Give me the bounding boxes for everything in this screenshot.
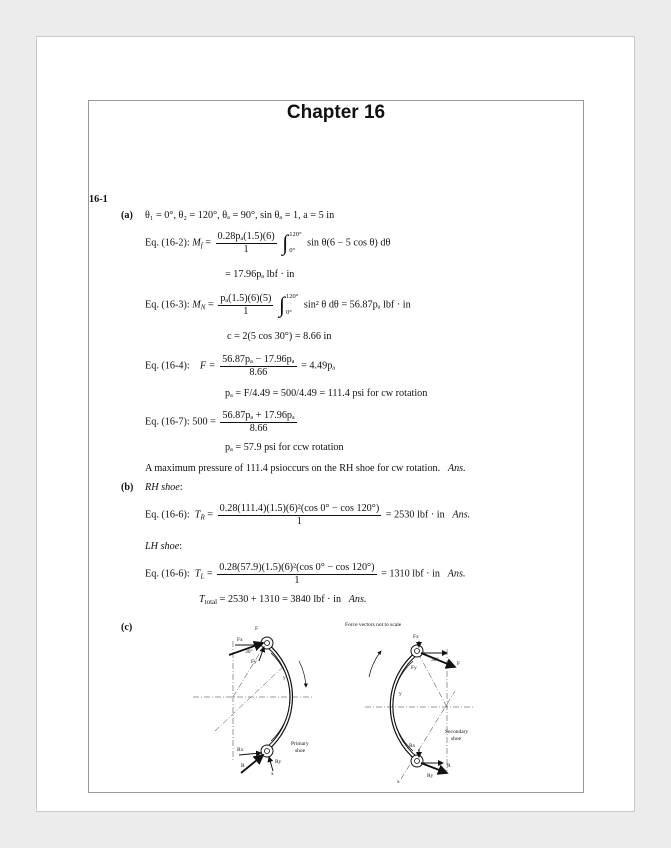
lh-shoe-label: LH shoe: [145, 541, 180, 552]
label-x: x: [271, 771, 274, 777]
tl-denominator: 1: [294, 574, 300, 586]
mn-denominator: 1: [243, 305, 249, 317]
lower-limit: 0°: [286, 308, 292, 316]
label-fx-r: Fx: [413, 634, 419, 640]
rh-shoe-heading: RH shoe:: [145, 482, 183, 493]
secondary-shoe-diagram: [345, 622, 473, 785]
label-rx: Rx: [237, 747, 244, 753]
force-ry-arrow: [269, 757, 273, 771]
label-f: F: [255, 626, 259, 632]
mf-integrand: sin θ(6 − 5 cos θ) dθ: [307, 237, 391, 249]
force-fy-arrow: [259, 647, 264, 661]
ans-label: Ans.: [452, 509, 471, 521]
part-a-label: (a): [121, 210, 133, 221]
force-rx-arrow: [239, 753, 261, 755]
ccw-equation: [145, 410, 299, 434]
mf-result: = 17.96pₐ lbf · in: [225, 269, 295, 280]
label-angle-r: 30°: [431, 657, 439, 663]
chapter-title: Chapter 16: [286, 102, 386, 123]
mn-symbol: M: [192, 299, 201, 311]
eq-label: Eq. (16-6):: [145, 568, 190, 580]
primary-shoe-diagram: [193, 626, 313, 777]
bottom-pin-inner: [265, 749, 270, 754]
given-values: θ₁ = 0°, θ₂ = 120°, θₐ = 90°, sin θₐ = 1, a = 5 in: [145, 210, 335, 221]
secondary-label-1: Secondary: [445, 729, 469, 735]
f-denominator: 8.66: [249, 366, 268, 378]
f-fraction: [220, 354, 296, 378]
mf-fraction: [216, 231, 277, 255]
tl-equation: Eq. (16-6): $T_L$ = $\frac{\text{0.28(57.9)(1.5)(6)²(cos 0° − cos 120°)}}{1}$ = 1310 lbf · in Ans.: [145, 562, 466, 586]
eq-label: Eq. (16-4):: [145, 360, 190, 372]
tr-result: = 2530 lbf · in: [385, 509, 445, 521]
part-c-label: (c): [121, 622, 133, 633]
ccw-denominator: 8.66: [249, 422, 268, 434]
f-lhs: F =: [199, 360, 216, 372]
drum-arc-r: [393, 661, 413, 751]
total-torque: $T_{total} = 2530 + 1310 = 3840$ lbf · in Ans.: [199, 594, 367, 606]
conclusion-text: A maximum pressure of 111.4 psioccurs on the RH shoe for cw rotation.: [145, 463, 441, 474]
label-r: R: [241, 763, 245, 769]
brake-shoe-figure: [185, 621, 475, 785]
mn-fraction: [218, 293, 273, 317]
eq-label: Eq. (16-3):: [145, 299, 190, 311]
mf-numerator: 0.28pₐ(1.5)(6): [217, 231, 275, 242]
solution-frame: [88, 100, 584, 793]
upper-limit: 120°: [286, 293, 299, 301]
ans-label: Ans.: [447, 568, 466, 580]
upper-limit: 120°: [289, 231, 302, 239]
mn-numerator: pₐ(1.5)(6)(5): [220, 293, 272, 304]
mf-symbol: M: [192, 237, 201, 249]
integral-limits: [286, 294, 298, 316]
top-pin-inner: [265, 641, 270, 646]
mn-integrand: sin² θ dθ = 56.87pₐ lbf · in: [303, 299, 411, 311]
c-equation: c = 2(5 cos 30°) = 8.66 in: [227, 331, 332, 342]
label-ry: Ry: [275, 759, 282, 765]
tl-numerator: 0.28(57.9)(1.5)(6)²(cos 0° − cos 120°): [219, 562, 375, 573]
page-sheet: [36, 36, 635, 812]
problem-number: 16-1: [89, 194, 108, 205]
ccw-lhs: 500 =: [192, 416, 216, 428]
mf-denominator: 1: [243, 243, 249, 255]
pa-ccw: pₐ = 57.9 psi for ccw rotation: [225, 442, 344, 453]
integral-sign: ∫: [282, 230, 289, 256]
integral-limits: [289, 232, 301, 254]
lh-shoe-heading: LH shoe:: [145, 541, 183, 552]
label-ry-r: Ry: [427, 773, 434, 779]
label-fy: Fy: [251, 659, 257, 665]
ans-label: Ans.: [348, 594, 367, 605]
label-fx: Fx: [237, 637, 243, 643]
tl-fraction: [217, 562, 376, 586]
integral-sign: ∫: [278, 292, 286, 318]
top-pin-inner-r: [415, 649, 420, 654]
tl-result: = 1310 lbf · in: [381, 568, 441, 580]
ccw-numerator: 56.87pₐ + 17.96pₐ: [222, 410, 295, 421]
f-numerator: 56.87pₐ − 17.96pₐ: [222, 354, 295, 365]
tr-denominator: 1: [296, 515, 302, 527]
force-r-arrow-r: [421, 763, 447, 773]
label-y-r: y: [399, 691, 402, 697]
total-value: = 2530 + 1310 = 3840 lbf · in: [219, 594, 342, 605]
eq-label: Eq. (16-6):: [145, 509, 190, 521]
bottom-pin-inner-r: [415, 759, 420, 764]
primary-label-2: shoe: [295, 748, 306, 754]
label-fy-r: Fy: [411, 665, 417, 671]
rotation-arrow-r: [369, 651, 381, 677]
mf-equation: Eq. (16-2): $M_f$ = $\frac{\text{0.28pₐ(1.5)(6)}}{1}$ ∫ 120° 0° sin θ(6 − 5 cos θ) dθ: [145, 230, 391, 256]
rh-shoe-label: RH shoe: [145, 482, 180, 493]
eq-label: Eq. (16-7):: [145, 416, 190, 428]
label-f-r: F: [457, 661, 461, 667]
tr-fraction: [218, 503, 382, 527]
conclusion-a: [145, 464, 466, 474]
mn-equation: Eq. (16-3): $M_N$ = $\frac{\text{pₐ(1.5)(6)(5)}}{1}$ ∫ 120° 0° sin² θ dθ = 56.87pₐ lbf · in: [145, 292, 411, 318]
label-y: y: [283, 675, 286, 681]
eq-label: Eq. (16-2):: [145, 237, 190, 249]
part-b-label: (b): [121, 482, 134, 493]
secondary-label-2: shoe: [451, 736, 462, 742]
label-rx-r: Rx: [409, 743, 416, 749]
scale-note: Force vectors not to scale: [345, 622, 402, 628]
label-r-r: R: [447, 763, 451, 769]
label-x-r: x: [397, 779, 400, 785]
lower-limit: 0°: [289, 246, 296, 254]
tr-equation: Eq. (16-6): $T_R$ = $\frac{\text{0.28(111.4)(1.5)(6)²(cos 0° − cos 120°)}}{1}$ = 2530 lbf · in Ans.: [145, 503, 471, 527]
f-result: = 4.49pₐ: [301, 360, 336, 372]
primary-label-1: Primary: [291, 741, 309, 747]
tr-symbol: T: [194, 509, 201, 521]
tl-symbol: T: [194, 568, 201, 580]
ccw-fraction: [220, 410, 296, 434]
ans-label: Ans.: [447, 463, 466, 474]
rotation-arrow: [299, 661, 306, 687]
label-angle: 30°: [245, 649, 253, 655]
pa-cw: pₐ = F/4.49 = 500/4.49 = 111.4 psi for cw rotation: [225, 388, 428, 399]
tr-numerator: 0.28(111.4)(1.5)(6)²(cos 0° − cos 120°): [219, 503, 380, 514]
radial-line-mid: [215, 663, 287, 731]
f-equation: [145, 354, 335, 378]
